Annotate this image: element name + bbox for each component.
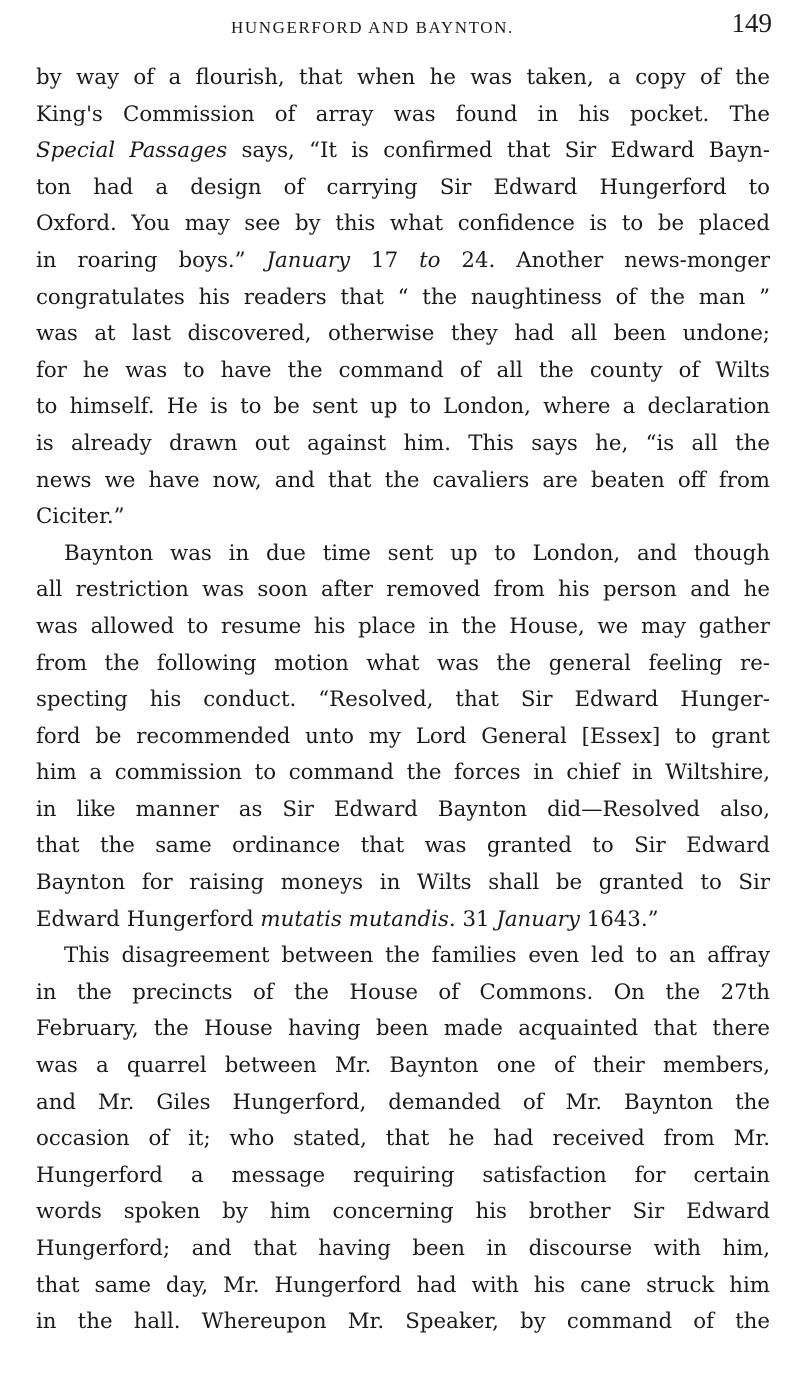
- text-segment: says, “It is confirmed that Sir Edward Bayn-: [227, 138, 770, 164]
- page-number: 149: [731, 8, 772, 38]
- text-line: [36, 1268, 770, 1305]
- text-line: [36, 133, 770, 170]
- text-segment: Hungerford; and that having been in discourse with him,: [36, 1236, 770, 1261]
- text-segment: that the same ordinance that was granted to Sir Edward: [36, 833, 770, 859]
- text-segment: ton had a design of carrying Sir Edward Hungerford to: [36, 174, 770, 200]
- text-line: [36, 938, 770, 975]
- text-line: [36, 316, 770, 353]
- text-segment: Ciciter.”: [36, 504, 125, 530]
- running-head: [36, 8, 772, 44]
- text-line: [36, 97, 770, 134]
- text-line: [36, 389, 770, 426]
- text-line: [36, 499, 770, 536]
- text-line: [36, 280, 770, 317]
- text-segment: and Mr. Giles Hungerford, demanded of Mr. Baynton the: [36, 1089, 770, 1115]
- text-segment: Oxford. You may see by this what confidence is to be placed: [36, 211, 770, 237]
- text-segment: Baynton was in due time sent up to London, and though: [64, 540, 770, 566]
- text-segment: Hungerford a message requiring satisfaction for certain: [36, 1162, 770, 1188]
- text-segment: 1643.”: [579, 906, 659, 932]
- text-segment: 31: [455, 906, 497, 932]
- text-segment: news we have now, and that the cavaliers are beaten off from: [36, 467, 770, 493]
- text-line: [36, 1158, 770, 1195]
- text-segment: February, the House having been made acquainted that there: [36, 1016, 770, 1042]
- italic-text: January: [266, 247, 351, 273]
- text-line: [36, 682, 770, 719]
- text-line: [36, 353, 770, 390]
- body-text: [36, 60, 770, 1341]
- text-segment: all restriction was soon after removed from his person and he: [36, 577, 770, 603]
- text-segment: to himself. He is to be sent up to London, where a declaration: [36, 394, 770, 420]
- text-line: [36, 463, 770, 500]
- text-line: [36, 975, 770, 1012]
- italic-text: January: [496, 906, 580, 932]
- paragraph: [36, 60, 770, 536]
- text-line: [36, 828, 770, 865]
- text-line: [36, 755, 770, 792]
- text-segment: in like manner as Sir Edward Baynton did—Resolved also,: [36, 796, 770, 822]
- text-segment: in the hall. Whereupon Mr. Speaker, by command of the: [36, 1309, 770, 1335]
- text-segment: for he was to have the command of all the county of Wilts: [36, 357, 770, 383]
- text-line: [36, 609, 770, 646]
- text-line: [36, 646, 770, 683]
- text-segment: specting his conduct. “Resolved, that Sir Edward Hunger-: [36, 687, 770, 713]
- text-segment: 24. Another news-monger: [440, 247, 771, 273]
- text-segment: occasion of it; who stated, that he had received from Mr.: [36, 1126, 770, 1152]
- text-segment: was at last discovered, otherwise they had all been undone;: [36, 321, 770, 347]
- text-segment: ford be recommended unto my Lord General [Essex] to grant: [36, 723, 770, 749]
- text-segment: King's Commission of array was found in his pocket. The: [36, 101, 770, 127]
- text-line: [36, 1304, 770, 1341]
- text-line: [36, 1194, 770, 1231]
- text-segment: 17: [350, 247, 420, 273]
- text-segment: words spoken by him concerning his brother Sir Edward: [36, 1199, 770, 1225]
- text-line: [36, 60, 770, 97]
- text-line: [36, 426, 770, 463]
- text-line: [36, 536, 770, 573]
- text-line: [36, 243, 770, 280]
- text-segment: that same day, Mr. Hungerford had with his cane struck him: [36, 1272, 770, 1298]
- text-segment: is already drawn out against him. This says he, “is all the: [36, 430, 770, 456]
- italic-text: Special Passages: [36, 138, 228, 164]
- italic-text: mutatis mutandis.: [260, 906, 456, 932]
- text-line: [36, 719, 770, 756]
- text-segment: was a quarrel between Mr. Baynton one of their members,: [36, 1053, 770, 1079]
- running-title: HUNGERFORD AND BAYNTON.: [231, 18, 514, 37]
- text-segment: in the precincts of the House of Commons. On the 27th: [36, 979, 770, 1005]
- text-segment: Edward Hungerford: [36, 906, 261, 932]
- text-segment: by way of a flourish, that when he was taken, a copy of the: [36, 65, 770, 90]
- text-line: [36, 1231, 770, 1268]
- text-line: [36, 1011, 770, 1048]
- text-line: [36, 1048, 770, 1085]
- paragraph: [36, 938, 770, 1341]
- text-line: [36, 1085, 770, 1122]
- text-segment: from the following motion what was the general feeling re-: [36, 650, 770, 676]
- text-segment: him a commission to command the forces in chief in Wiltshire,: [36, 760, 770, 786]
- text-line: [36, 1121, 770, 1158]
- text-line: [36, 902, 770, 939]
- text-line: [36, 572, 770, 609]
- text-line: [36, 792, 770, 829]
- text-segment: in roaring boys.”: [36, 247, 267, 273]
- text-line: [36, 170, 770, 207]
- text-line: [36, 206, 770, 243]
- text-line: [36, 865, 770, 902]
- text-segment: was allowed to resume his place in the House, we may gather: [36, 613, 770, 639]
- paragraph: [36, 536, 770, 939]
- text-segment: This disagreement between the families even led to an affray: [64, 943, 770, 969]
- italic-text: to: [419, 247, 441, 273]
- text-segment: congratulates his readers that “ the naughtiness of the man ”: [36, 284, 770, 310]
- text-segment: Baynton for raising moneys in Wilts shall be granted to Sir: [36, 870, 770, 896]
